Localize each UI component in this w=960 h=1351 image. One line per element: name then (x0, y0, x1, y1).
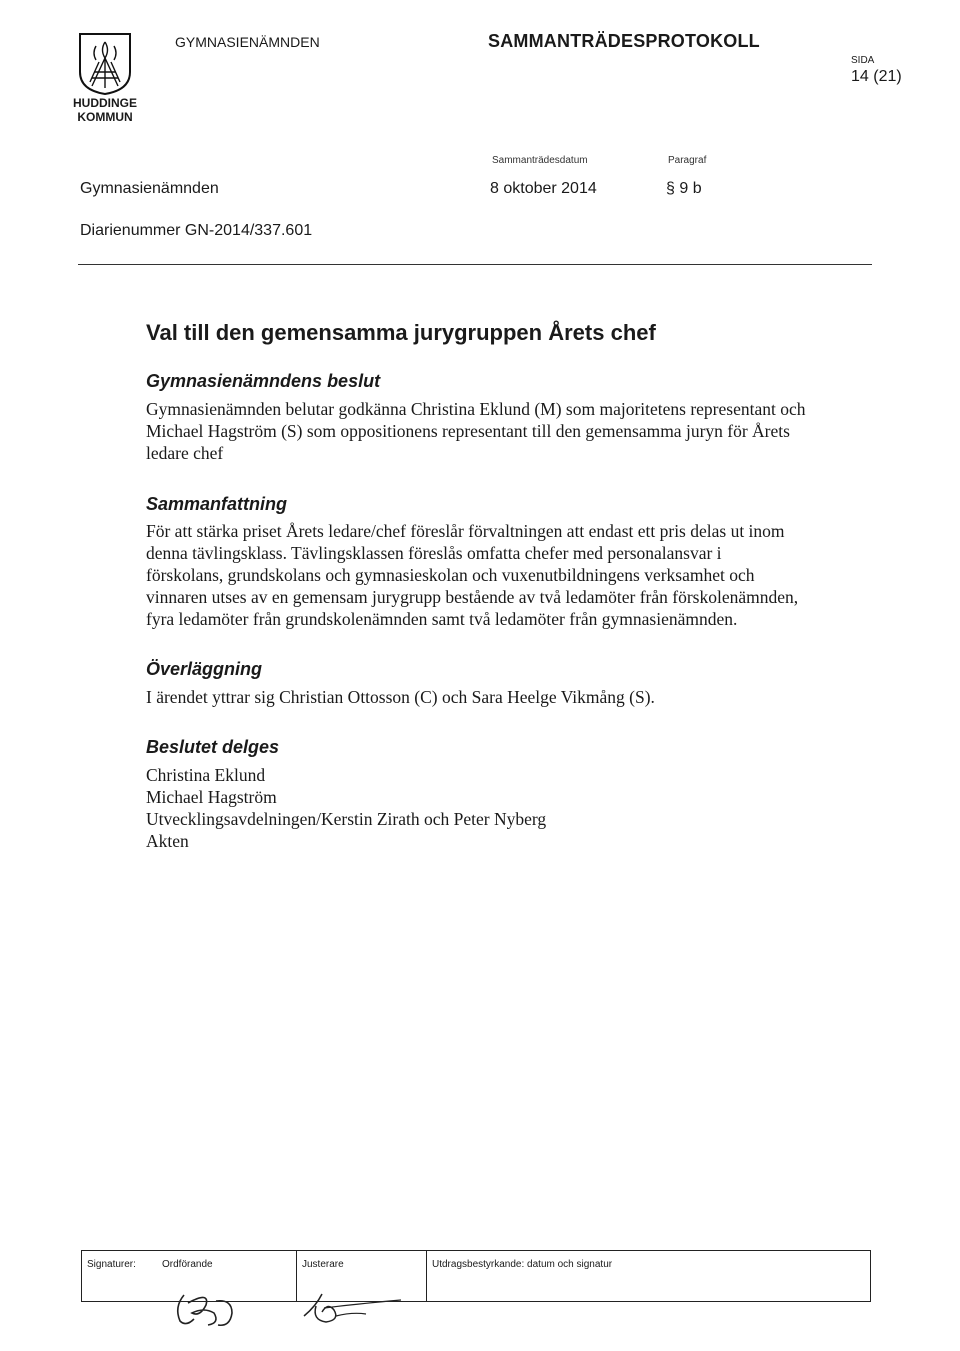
deliberation-text (146, 686, 816, 708)
decision-heading: Gymnasienämndens beslut (146, 371, 381, 391)
recipients-list (146, 764, 816, 852)
adjuster-label: Justerare (302, 1259, 344, 1270)
summary-text (146, 520, 801, 630)
list-item: Christina Eklund (146, 765, 266, 785)
summary-paragraph: För att stärka priset Årets ledare/chef föreslår förvaltningen att endast ett pris delas ut inom denna tävlingsklass. Tävlingsklassen föreslås omfatta chefer med personalansvar i förskolans, grundskolans och gymnasieskolan och vuxenutbildningens verksamhet och vinnaren utses av en gemensam jurygrupp bestående av två ledamöter från förskolenämnden, fyra ledamöter från grundskolenämnden samt två ledamöter från gymnasienämnden. (146, 521, 799, 629)
certifier-cell (426, 1251, 870, 1301)
paragraph-number: § 9 b (666, 180, 702, 197)
diary-number: Diarienummer GN-2014/337.601 (80, 222, 313, 239)
municipality-line-1: HUDDINGE (72, 96, 137, 110)
date-label: Sammanträdesdatum (492, 155, 588, 166)
header-divider (78, 264, 872, 265)
recipients-heading: Beslutet delges (146, 737, 280, 757)
decision-text (146, 398, 816, 464)
adjuster-signature-drawing (296, 1286, 406, 1330)
paragraph-label: Paragraf (668, 155, 707, 166)
list-item: Michael Hagström (146, 787, 277, 807)
page-number: 14 (21) (851, 68, 902, 85)
chair-signature-drawing (170, 1283, 245, 1331)
certifier-label: Utdragsbestyrkande: datum och signatur (432, 1259, 613, 1270)
signatures-label: Signaturer: (87, 1259, 136, 1270)
page-title: Val till den gemensamma jurygruppen Årets chef (146, 320, 656, 345)
summary-heading: Sammanfattning (146, 494, 288, 514)
list-item: Utvecklingsavdelningen/Kerstin Zirath och Peter Nyberg (146, 809, 547, 829)
huddinge-coat-of-arms-icon (78, 32, 132, 96)
deliberation-heading: Överläggning (146, 659, 263, 679)
page-label: SIDA (851, 55, 875, 66)
document-type: SAMMANTRÄDESPROTOKOLL (488, 31, 760, 51)
deliberation-paragraph: I ärendet yttrar sig Christian Ottosson (C) och Sara Heelge Vikmång (S). (146, 687, 655, 707)
list-item: Akten (146, 831, 189, 851)
decision-paragraph: Gymnasienämnden belutar godkänna Christina Eklund (M) som majoritetens representant och Michael Hagström (S) som oppositionens representant till den gemensamma juryn för Årets ledare chef (146, 399, 806, 463)
municipality-line-2: KOMMUN (77, 110, 133, 124)
municipality-name (70, 96, 140, 124)
meeting-date: 8 oktober 2014 (490, 180, 597, 197)
body-name: Gymnasienämnden (80, 180, 219, 197)
chair-label: Ordförande (162, 1259, 213, 1270)
organization-name: GYMNASIENÄMNDEN (175, 34, 320, 50)
